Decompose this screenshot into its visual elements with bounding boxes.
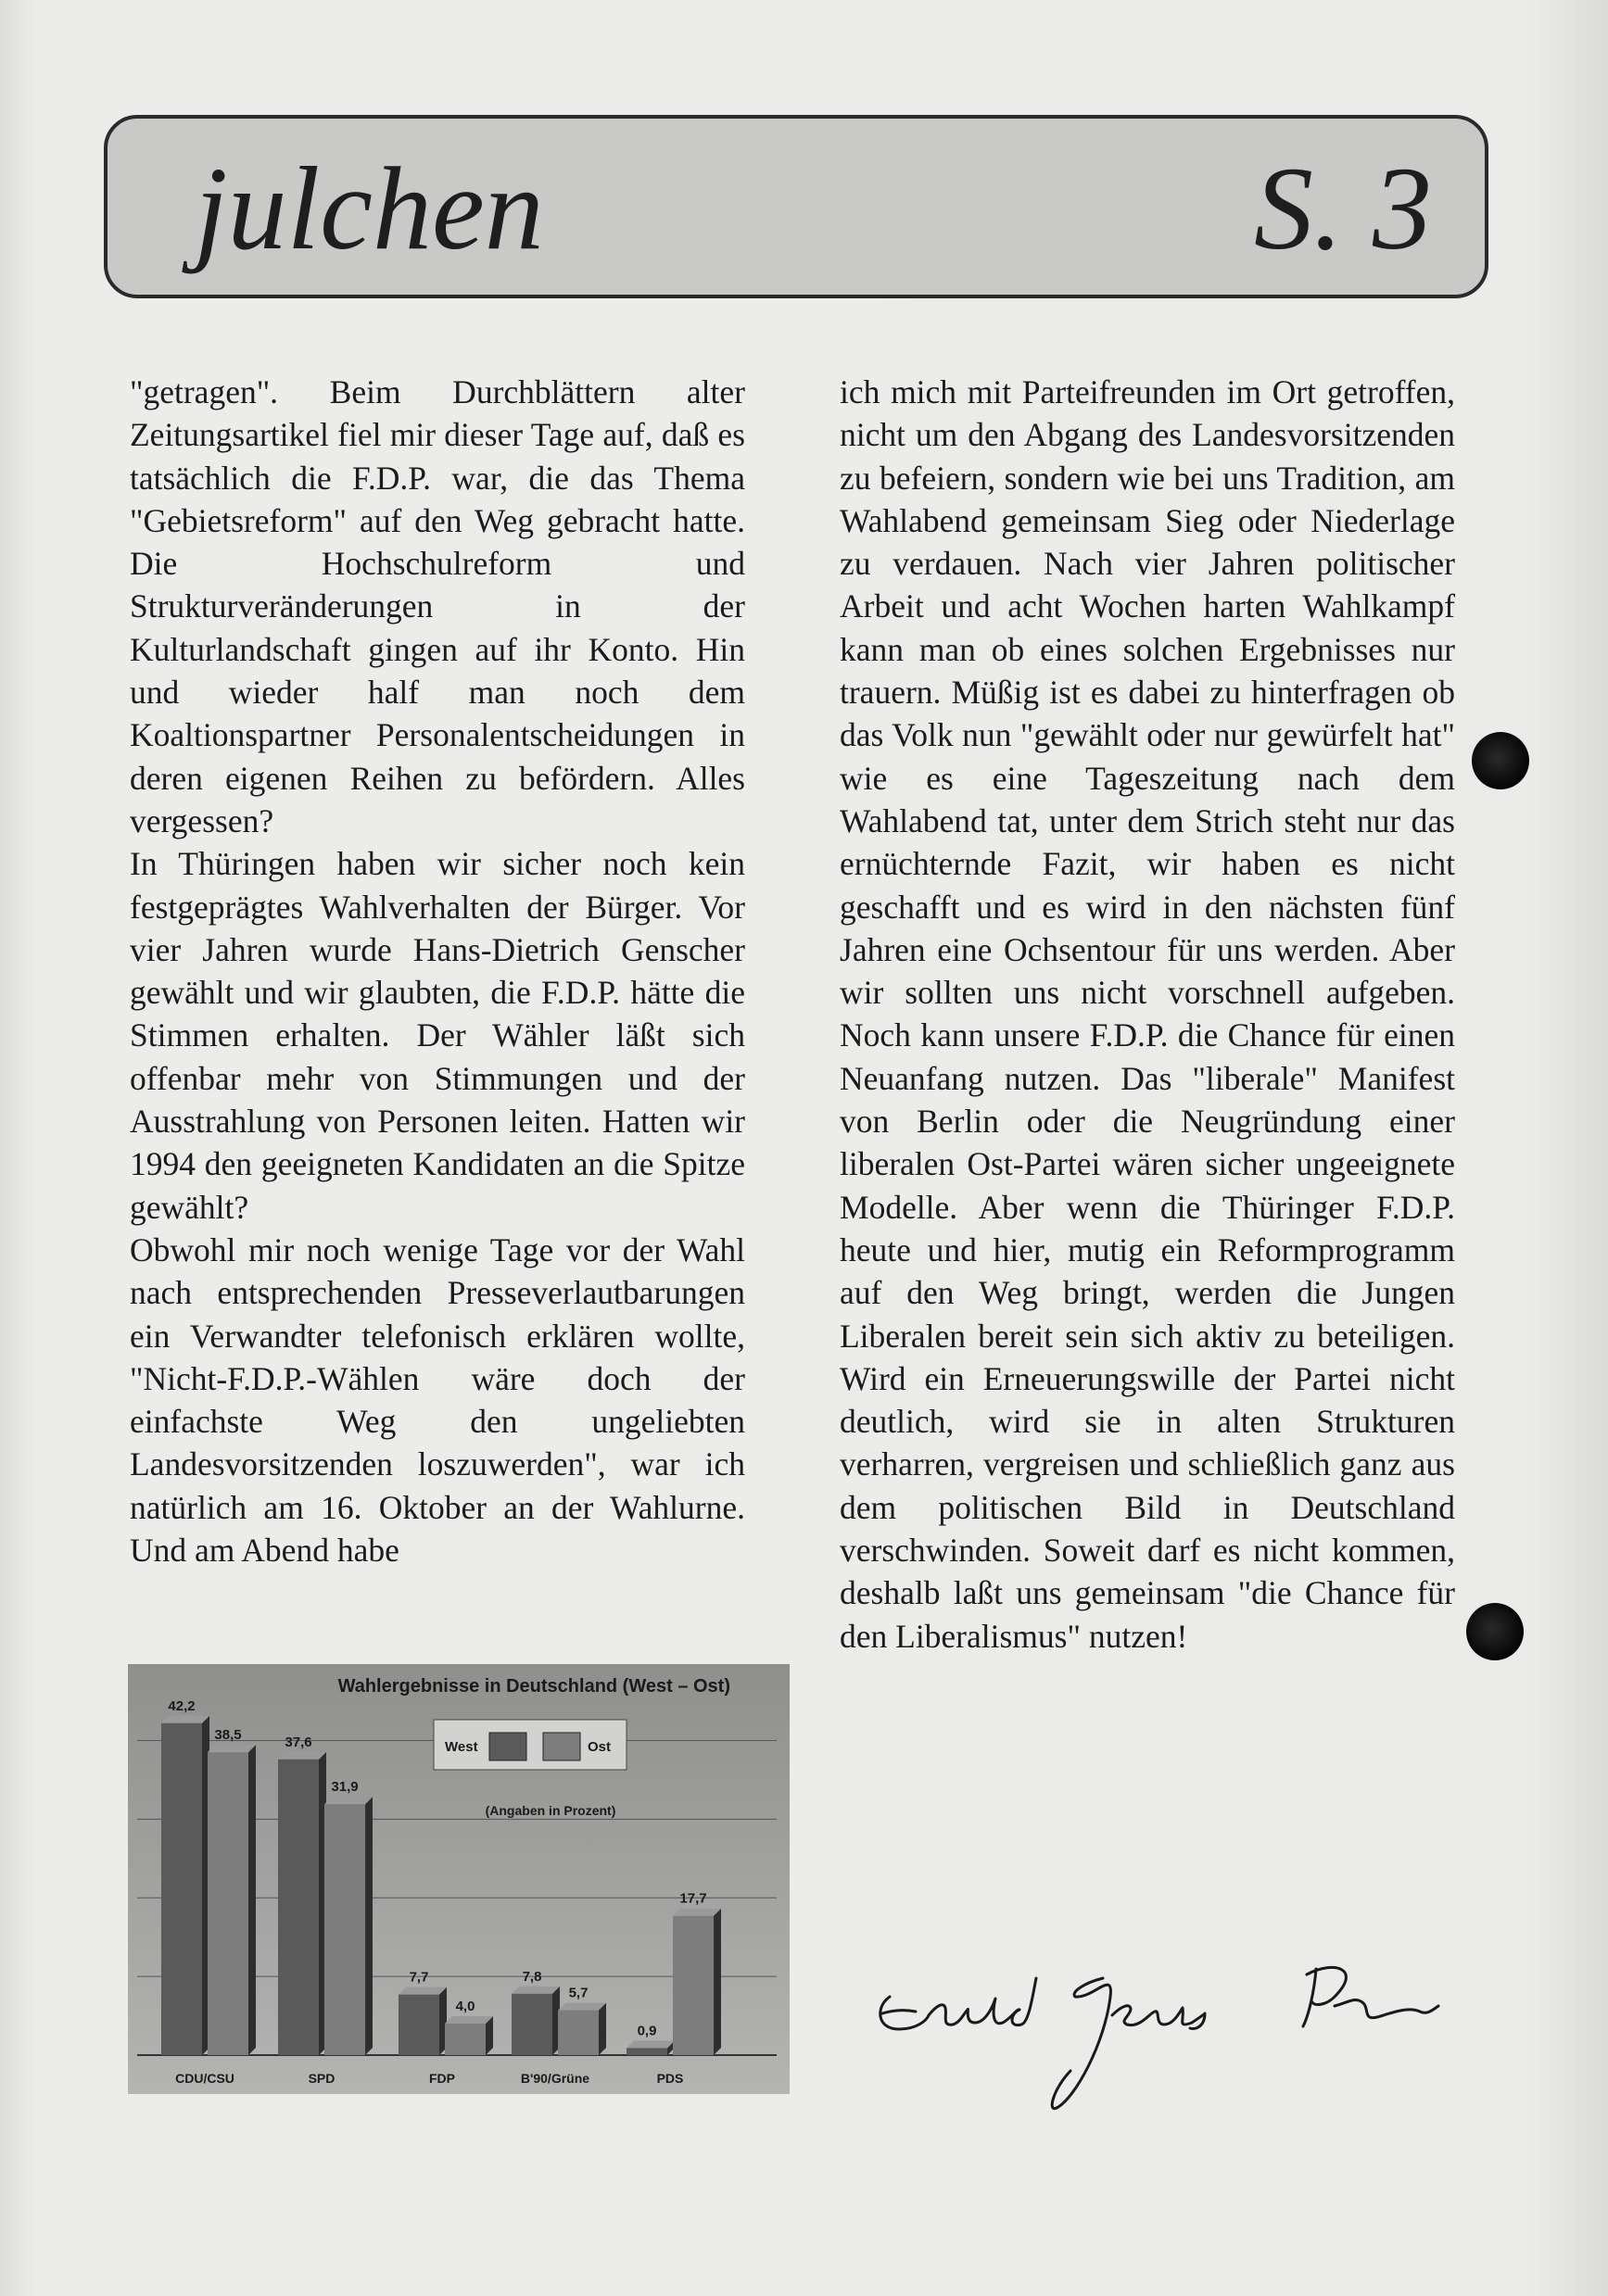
chart-svg [128,1664,790,2094]
paragraph: ich mich mit Parteifreunden im Ort getroffen, nicht um den Abgang des Landesvorsitzenden zu befeiern, sondern wie bei uns Tradition, am Wahlabend gemeinsam Sieg oder Niederlage zu verdauen. Nach vier Jahren politischer Arbeit und acht Wochen harten Wahlkampf kann man ob eines solchen Ergebnisses nur trauern. Müßig ist es dabei zu hinterfragen ob das Volk nun "gewählt oder nur gewürfelt hat" wie es eine Tageszeitung nach dem Wahlabend tat, unter dem Strich steht nur das ernüchternde Fazit, wir haben es nicht geschafft und es wird in den nächsten fünf Jahren eine Ochsentour für uns werden. Aber wir sollten uns nicht vorschnell aufgeben. Noch kann unsere F.D.P. die Chance für einen Neuanfang nutzen. Das "liberale" Manifest von Berlin oder die Neugründung einer liberalen Ost-Partei wären sicher ungeeignete Modelle. Aber wenn die Thüringer F.D.P. heute und hier, mutig ein Reformprogramm auf den Weg bringt, werden die Jungen Liberalen bereit sein sich aktiv zu beteiligen. Wird ein Erneuerungswille der Partei nicht deutlich, wird sie in alten Strukturen verharren, vergreisen und schließlich ganz aus dem politischen Bild in Deutschland verschwinden. Soweit darf es nicht kommen, deshalb laßt uns gemeinsam "die Chance für den Liberalismus" nutzen! [840,373,1455,1655]
category-label: B'90/Grüne [520,2071,590,2086]
value-label: 37,6 [285,1734,312,1750]
left-text-column [130,371,745,1571]
category-label: CDU/CSU [175,2071,234,2086]
bar-top [512,1987,560,1994]
bar-west-pds [627,2048,667,2055]
bar-west-cdu-csu [161,1723,202,2055]
bar-top [278,1752,326,1760]
bar-top [399,1987,447,1995]
legend-label-west: West [445,1739,478,1755]
value-label: 38,5 [214,1727,242,1744]
bar-top [445,2016,493,2024]
chart-subtitle: (Angaben in Prozent) [485,1803,616,1818]
category-label: SPD [308,2071,336,2086]
bar-ost-pds [673,1916,714,2055]
bar-top [208,1745,256,1752]
magazine-title: julchen [195,143,544,274]
paragraph: In Thüringen haben wir sicher noch kein festgeprägtes Wahlverhalten der Bürger. Vor vier Jahren wurde Hans-Dietrich Genscher gewählt und wir glaubten, die F.D.P. hätte die Stimmen erhalten. Der Wähler läßt sich offenbar mehr von Stimmungen und der Ausstrahlung von Personen leiten. Hatten wir 1994 den geeigneten Kandidaten an die Spitze gewählt? [130,845,745,1226]
bar-ost-b-90-gr-ne [558,2011,599,2055]
bar-west-fdp [399,1995,439,2055]
legend-swatch-ost [543,1733,580,1760]
value-label: 5,7 [568,1985,589,2001]
value-label: 7,8 [522,1968,542,1985]
bar-top [558,2003,606,2011]
legend-swatch-west [489,1733,526,1760]
handwritten-signature [871,1941,1464,2126]
category-label: PDS [656,2071,684,2086]
paragraph: "getragen". Beim Durchblättern alter Zeitungsartikel fiel mir dieser Tage auf, daß es tatsächlich die F.D.P. war, die das Thema "Gebietsreform" auf den Weg gebracht hatte. Die Hochschulreform und Strukturveränderungen in der Kulturlandschaft gingen auf ihr Konto. Hin und wieder half man noch dem Koaltionspartner Personalentscheidungen in deren eigenen Reihen zu befördern. Alles vergessen? [130,373,745,839]
punch-hole-icon [1466,1603,1524,1660]
bar-side [599,2003,606,2055]
bar-top [627,2040,675,2048]
bar-top [161,1716,209,1723]
paragraph: Obwohl mir noch wenige Tage vor der Wahl nach entsprechenden Presseverlautbarungen ein Verwandter telefonisch erklären wollte, "Nicht-F.D.P.-Wählen wäre doch der einfachste Weg den ungeliebten Landesvorsitzenden loszuwerden", war ich natürlich am 16. Oktober an der Wahlurne. Und am Abend habe [130,1230,745,1570]
value-label: 31,9 [331,1779,359,1796]
page-number: S. 3 [1254,143,1432,274]
chart-title: Wahlergebnisse in Deutschland (West – Ost) [337,1676,730,1697]
bar-top [324,1797,373,1804]
value-label: 42,2 [168,1697,196,1714]
category-label: FDP [429,2071,455,2086]
legend-label-ost: Ost [588,1739,612,1755]
bar-ost-fdp [445,2024,486,2055]
bar-ost-cdu-csu [208,1752,248,2055]
bar-top [673,1909,721,1916]
value-label: 7,7 [409,1969,429,1986]
value-label: 0,9 [637,2023,657,2039]
bar-side [365,1797,373,2055]
right-text-column [840,371,1455,1658]
value-label: 4,0 [455,1999,475,2015]
punch-hole-icon [1472,732,1529,789]
election-results-chart [128,1664,790,2094]
bar-side [248,1745,256,2055]
bar-side [714,1909,721,2055]
bar-west-b-90-gr-ne [512,1994,552,2055]
bar-ost-spd [324,1804,365,2055]
value-label: 17,7 [679,1890,707,1907]
bar-west-spd [278,1760,319,2055]
